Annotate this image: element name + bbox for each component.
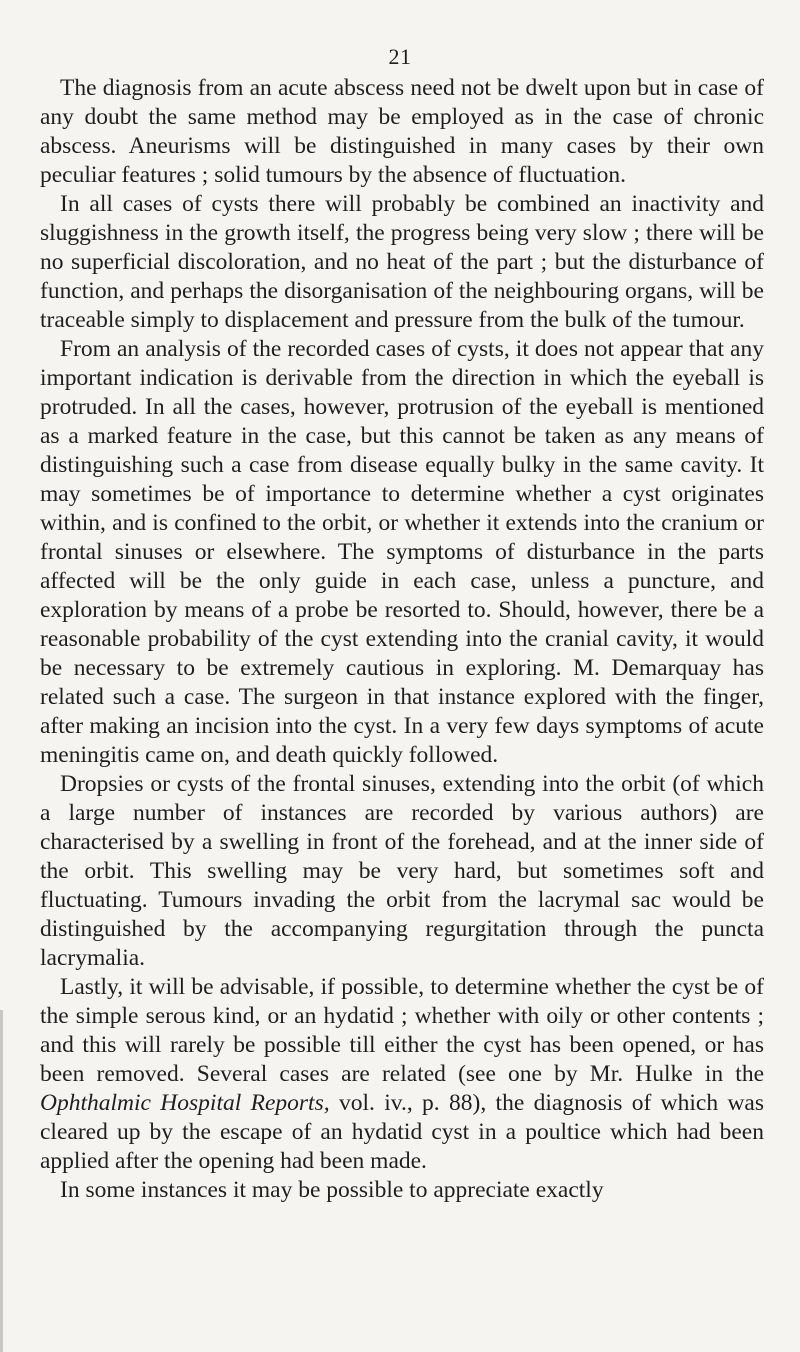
journal-title: Ophthalmic Hospital Reports, [40, 1090, 330, 1116]
paragraph-frontal-sinuses [40, 770, 764, 973]
paragraph-text: From an analysis of the recorded cases of cysts, it does not appear that any important indication is derivable from the direction in which the eyeball is protruded. In all the cases, however, protrusion of the eyeball is mentioned as a marked feature in the case, but this cannot be taken as any means of distinguishing such a case from disease equally bulky in the same cavity. It may sometimes be of importance to determine whether a cyst originates within, and is confined to the orbit, or whether it extends into the cranium or frontal sinuses or elsewhere. The symptoms of disturbance in the parts affected will be the only guide in each case, unless a puncture, and exploration by means of a probe be resorted to. Should, however, there be a reasonable probability of the cyst extending into the cranial cavity, it would be necessary to be extremely cautious in exploring. M. Demarquay has related such a case. The surgeon in that instance explored with the finger, after making an incision into the cyst. In a very few days symptoms of acute meningitis came on, and death quickly followed. [40, 336, 764, 768]
paragraph-some-instances [40, 1176, 764, 1205]
paragraph-recorded-cases [40, 335, 764, 770]
paragraph-text: vol. iv., p. 88), the diagnosis of which was cleared up by the escape of an hydatid cyst in a poultice which had been applied after the opening had been made. [40, 1090, 764, 1174]
paragraph-text: In some instances it may be possible to appreciate exactly [60, 1177, 604, 1203]
paragraph-text: In all cases of cysts there will probably be combined an inactivity and sluggishness in the growth itself, the progress being very slow ; there will be no superficial discoloration, and no heat of the part ; but the disturbance of function, and perhaps the disorganisation of the neighbouring organs, will be traceable simply to displacement and pressure from the bulk of the tumour. [40, 191, 764, 333]
paragraph-text: Lastly, it will be advisable, if possible, to determine whether the cyst be of the simple serous kind, or an hydatid ; whether with oily or other contents ; and this will rarely be possible till either the cyst has been opened, or has been removed. Several cases are related (see one by Mr. Hulke in the [40, 974, 764, 1087]
page-edge-shadow [0, 1010, 3, 1352]
paragraph-text: The diagnosis from an acute abscess need not be dwelt upon but in case of any doubt the same method may be employed as in the case of chronic abscess. Aneurisms will be distinguished in many cases by their own peculiar features ; solid tumours by the absence of fluctuation. [40, 75, 764, 188]
paragraph-diagnosis-abscess [40, 74, 764, 190]
page-number: 21 [388, 44, 412, 69]
body-text [40, 74, 764, 1205]
paragraph-text: Dropsies or cysts of the frontal sinuses, extending into the orbit (of which a large number of instances are recorded by various authors) are characterised by a swelling in front of the forehead, and at the inner side of the orbit. This swelling may be very hard, but sometimes soft and fluctuating. Tumours invading the orbit from the lacrymal sac would be distinguished by the accompanying regurgitation through the puncta lacrymalia. [40, 771, 764, 971]
paragraph-cysts-inactivity [40, 190, 764, 335]
paragraph-hydatid [40, 973, 764, 1176]
